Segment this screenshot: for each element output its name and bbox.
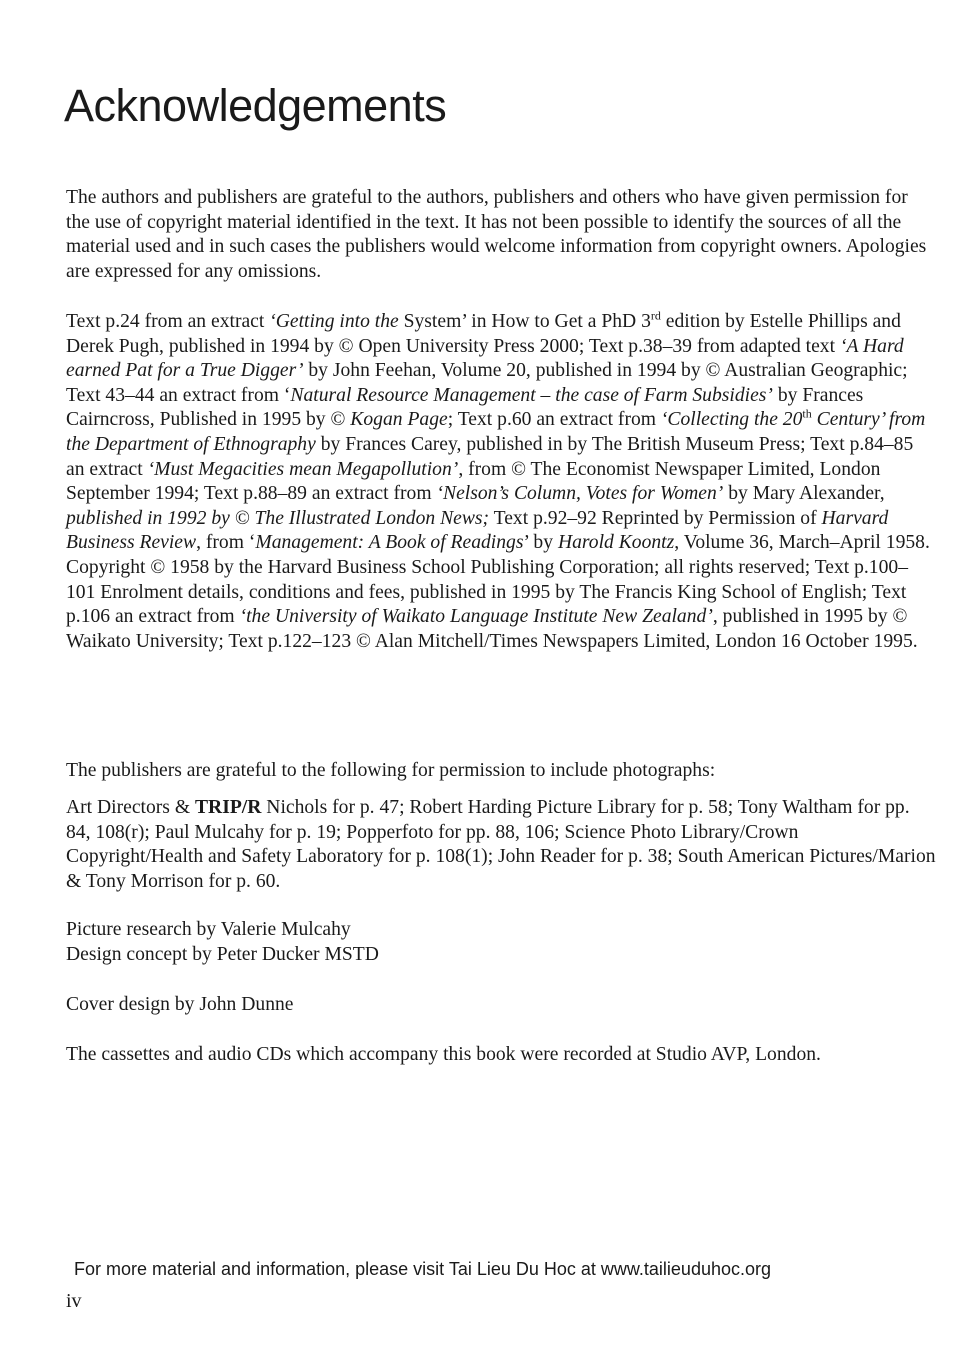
research-design-credits (66, 918, 936, 967)
photo-intro-paragraph: The publishers are grateful to the following for permission to include photographs: (66, 760, 716, 781)
text-credits-italic: Kogan Page (350, 409, 448, 431)
photo-credits-segment: Nichols for p. 47; Robert Harding Picture Library for p. 58; Tony Waltham for pp. 84, 108(r); Paul Mulcahy for p. 19; Popperfoto for pp. 88, 106; Science Photo Library/Crown Copyright/Health and Safety Laboratory for p. 108(1); John Reader for p. 38; South American Pictures/Marion & Tony Morrison for p. 60. (66, 797, 936, 892)
text-credits-segment: by Frances Cairncross, Published in 1995 by © (66, 384, 864, 431)
text-credits-segment: edition by Estelle Phillips and Derek Pugh, published in 1994 by © Open University Press 2000; Text p.38–39 from adapted text (66, 311, 901, 357)
text-credits-italic: Natural Resource Management – the case of Farm Subsidies’ (290, 384, 773, 406)
text-credits-segment: , from © The Economist Newspaper Limited, London September 1994; Text p.88–89 an extract from (66, 458, 881, 505)
text-credits-segment: ; Text p.60 an extract from (447, 409, 661, 431)
footer-note: For more material and information, please visit Tai Lieu Du Hoc at www.tailieuduhoc.org (74, 1259, 771, 1279)
text-credits-italic: Management: A Book of Readings (255, 532, 524, 554)
text-credits-segment: , from ‘ (196, 532, 256, 554)
text-credits-segment: , Volume 36, March–April 1958. Copyright © 1958 by the Harvard Business School Publishing Corporation; all rights reserved; Text p.100–101 Enrolment details, conditions and fees, published in 1995 by The Francis King School of English; Text p.106 an extract from (66, 532, 930, 628)
text-credits-italic: Century’ from the Department of Ethnography (66, 409, 926, 455)
cassette-note: The cassettes and audio CDs which accompany this book were recorded at Studio AVP, London. (66, 1044, 821, 1065)
text-credits-italic: ‘Getting into the (269, 311, 399, 332)
text-credits-segment: by Mary Alexander, (723, 483, 885, 505)
photo-credits-segment: Art Directors & (66, 797, 195, 818)
text-credits-italic: published in 1992 by © The Illustrated London News; (66, 507, 490, 529)
page-number: iv (66, 1290, 82, 1312)
text-credits-segment: , published in 1995 by © Waikato University; Text p.122–123 © Alan Mitchell/Times Newspapers Limited, London 16 October 1995. (66, 606, 918, 652)
superscript: rd (650, 308, 661, 323)
text-credits-italic: ‘Nelson’s Column, Votes for Women’ (436, 483, 724, 505)
cover-design-credit: Cover design by John Dunne (66, 994, 294, 1015)
text-credits-segment: ’ by (523, 532, 558, 554)
text-credits-segment: Text p.92–92 Reprinted by Permission of (489, 507, 822, 529)
text-credits-segment: System’ in How to Get a PhD 3 (398, 311, 651, 332)
page-title: Acknowledgements (64, 80, 447, 131)
text-credits-paragraph (66, 310, 936, 654)
design-concept-credit: Design concept by Peter Ducker MSTD (66, 943, 379, 965)
text-credits-segment: by Frances Carey, published in by The British Museum Press; Text p.84–85 an extract (66, 433, 914, 480)
photo-credits-bold: TRIP/R (194, 797, 262, 818)
text-credits-italic: ‘the University of Waikato Language Institute New Zealand’ (239, 606, 713, 628)
picture-research-credit: Picture research by Valerie Mulcahy (66, 919, 351, 940)
text-credits-segment: Text p.24 from an extract (66, 311, 270, 332)
superscript: th (802, 406, 812, 421)
text-credits-italic: ‘A Hard earned Pat for a True Digger’ (66, 335, 904, 382)
text-credits-italic: ‘Must Megacities mean Megapollution’ (147, 458, 459, 480)
text-credits-italic: ‘Collecting the 20 (660, 409, 803, 431)
text-credits-italic: Harold Koontz (557, 532, 675, 554)
text-credits-segment: by John Feehan, Volume 20, published in 1994 by © Australian Geographic; Text 43–44 an extract from ‘ (66, 360, 908, 406)
photo-credits-paragraph (66, 796, 936, 894)
text-credits-italic: Harvard Business Review (66, 507, 889, 554)
intro-paragraph: The authors and publishers are grateful to the authors, publishers and others who have given permission for the use of copyright material identified in the text. It has not been possible to identify the sources of all the material used and in such cases the publishers would welcome information from copyright owners. Apologies are expressed for any omissions. (66, 187, 927, 282)
